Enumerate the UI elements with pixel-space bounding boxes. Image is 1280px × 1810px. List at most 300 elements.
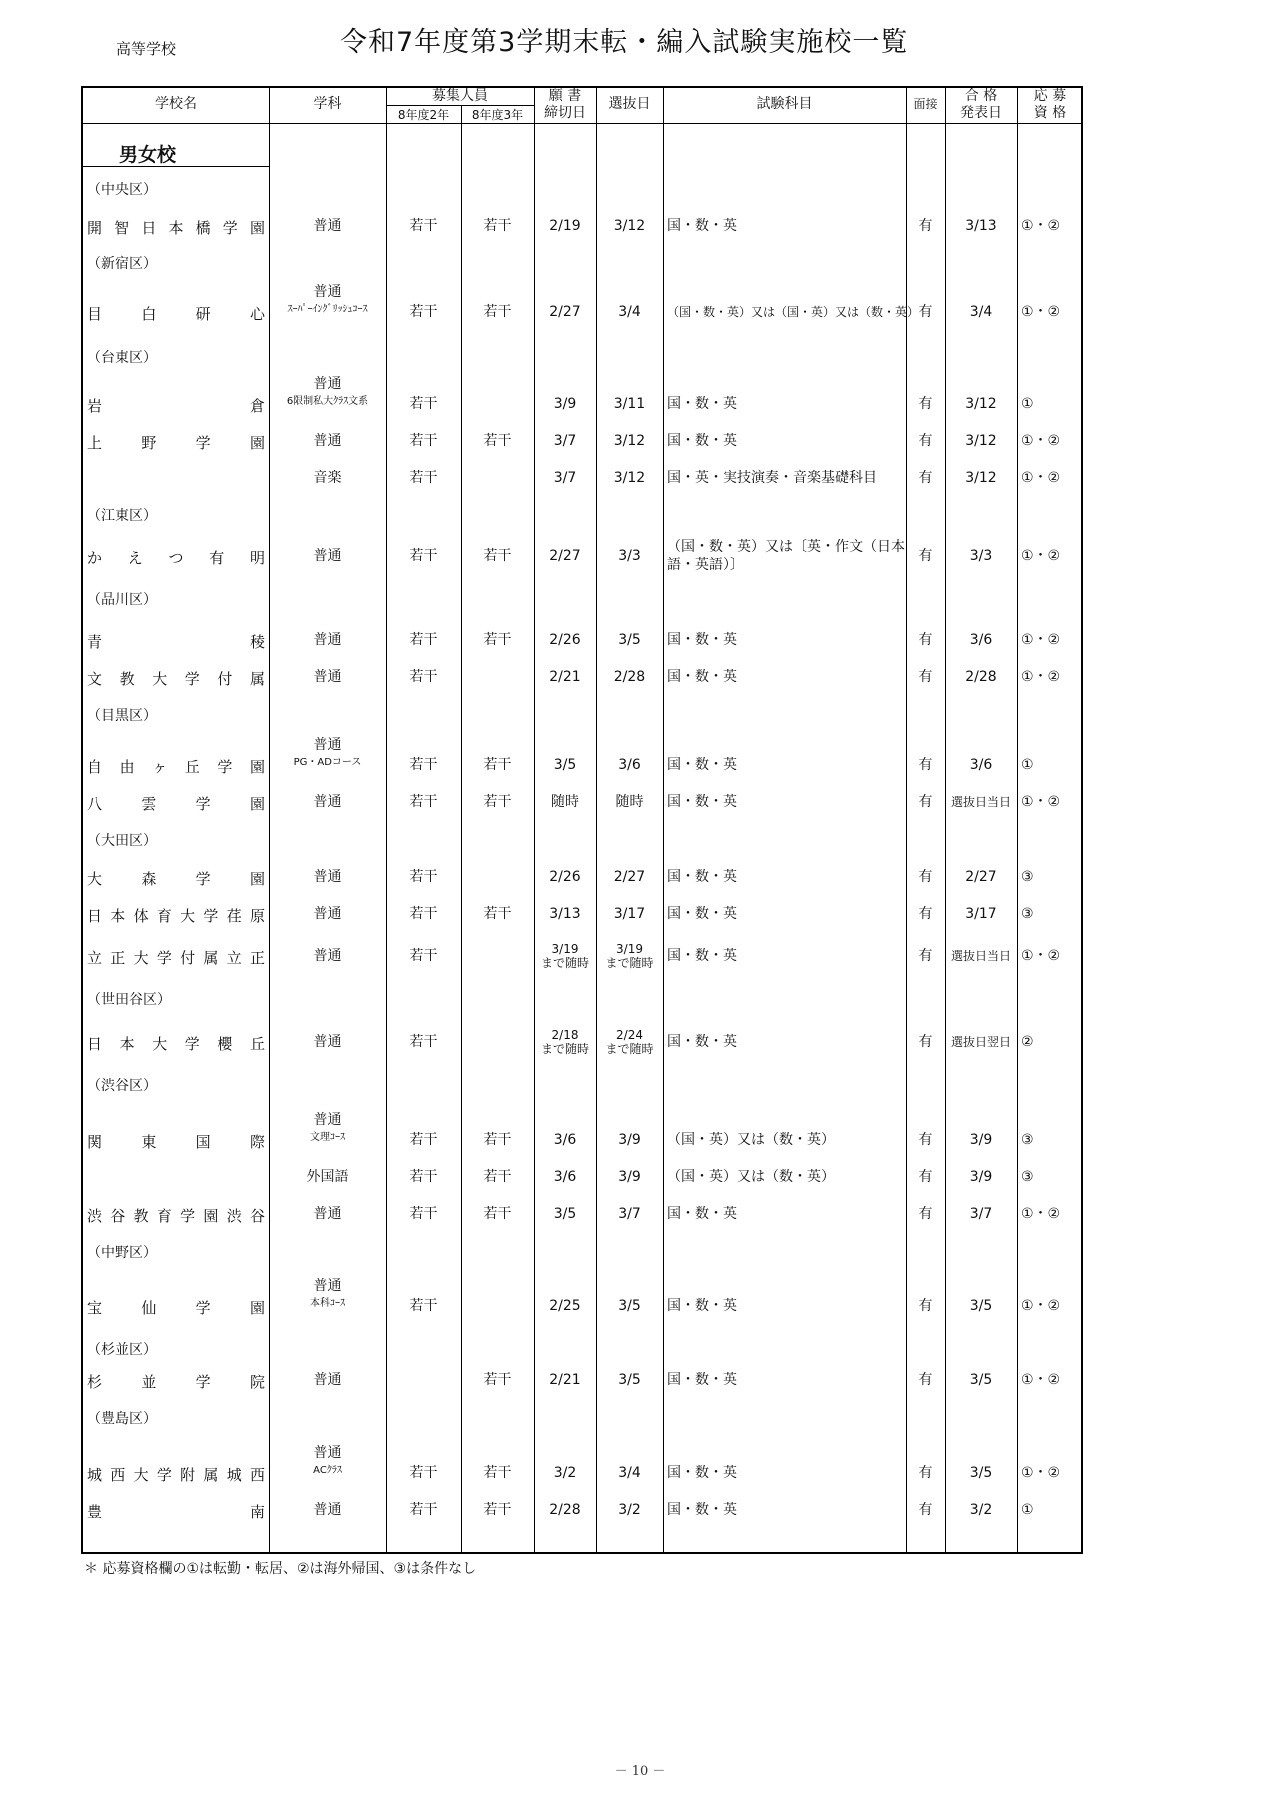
deadline-cell xyxy=(534,1028,596,1056)
school-name-char: 日 xyxy=(87,1035,103,1053)
interview: 有 xyxy=(918,757,933,773)
interview: 有 xyxy=(918,548,933,564)
header-interview: 面接 xyxy=(913,97,938,111)
deadline-date: 3/9 xyxy=(553,396,577,412)
schools-table xyxy=(81,86,1083,1554)
school-name-char: 園 xyxy=(249,1299,265,1317)
course-cell xyxy=(269,1112,386,1146)
page-label: 高等学校 xyxy=(116,40,177,58)
deadline-note: まで随時 xyxy=(540,1042,589,1056)
recruit-year2: 若干 xyxy=(409,1132,438,1148)
school-name-char: 渋 xyxy=(226,1207,242,1225)
school-name xyxy=(87,547,265,568)
course-name: 普通 xyxy=(313,433,342,449)
school-name-char: 立 xyxy=(226,949,242,967)
school-name-char: 東 xyxy=(141,1133,157,1151)
announce-date: 3/13 xyxy=(965,218,997,234)
page-number: － 10 － xyxy=(614,1764,666,1779)
school-name-char: 稜 xyxy=(249,633,265,651)
eligibility: ① xyxy=(1021,396,1034,412)
school-name-char: 育 xyxy=(156,907,172,925)
announce-date: 選抜日当日 xyxy=(950,795,1011,809)
school-name-char: 大 xyxy=(87,870,103,888)
course-name: 普通 xyxy=(313,948,342,964)
selection-date: 3/12 xyxy=(613,218,646,234)
course-cell xyxy=(269,737,386,771)
school-name-char: 上 xyxy=(87,434,103,452)
school-name-char: 杉 xyxy=(87,1373,103,1391)
school-name-char: 大 xyxy=(133,1466,149,1484)
school-name-char: 学 xyxy=(217,758,233,776)
deadline-date: 3/6 xyxy=(553,1169,577,1185)
eligibility: ①・② xyxy=(1021,433,1061,449)
recruit-year2: 若干 xyxy=(409,632,438,648)
school-name xyxy=(87,793,265,814)
school-name-char: 教 xyxy=(119,670,135,688)
recruit-year2: 若干 xyxy=(409,757,438,773)
school-name-char: 城 xyxy=(87,1466,103,1484)
subjects: 国・数・英 xyxy=(667,669,737,685)
course-name: 普通 xyxy=(313,284,342,300)
district-label: （豊島区） xyxy=(87,1411,157,1427)
deadline-date: 3/13 xyxy=(549,906,581,922)
course-name: 普通 xyxy=(313,548,342,564)
selection-date: 3/5 xyxy=(618,1372,641,1388)
school-name-char: 属 xyxy=(203,949,219,967)
selection-note: まで随時 xyxy=(605,1042,654,1056)
school-name-char: 西 xyxy=(110,1466,126,1484)
school-name-char: 智 xyxy=(114,219,130,237)
deadline-date: 2/25 xyxy=(549,1298,581,1314)
school-name-char: 立 xyxy=(87,949,103,967)
subjects: （国・英）又は（数・英） xyxy=(667,1132,835,1148)
school-name-char: 正 xyxy=(110,949,126,967)
school-name-char: 丘 xyxy=(184,758,200,776)
announce-date: 3/5 xyxy=(969,1298,993,1314)
eligibility: ①・② xyxy=(1021,948,1061,964)
course-note: 本科ｺｰｽ xyxy=(310,1298,345,1309)
selection-date: 3/3 xyxy=(618,548,641,564)
eligibility: ③ xyxy=(1021,906,1034,922)
school-name-char: 園 xyxy=(249,758,265,776)
school-name-char: 体 xyxy=(133,907,149,925)
school-name xyxy=(87,1131,265,1152)
deadline-date: 3/2 xyxy=(553,1465,577,1481)
announce-date: 3/7 xyxy=(969,1206,993,1222)
eligibility: ①・② xyxy=(1021,1372,1061,1388)
school-name-char: 橋 xyxy=(195,219,211,237)
school-name-char: 仙 xyxy=(141,1299,157,1317)
course-name: 普通 xyxy=(313,1445,342,1461)
eligibility: ①・② xyxy=(1021,470,1061,486)
deadline-date: 2/26 xyxy=(549,869,581,885)
school-name-char: 園 xyxy=(203,1207,219,1225)
interview: 有 xyxy=(918,794,933,810)
school-name xyxy=(87,303,265,324)
interview: 有 xyxy=(918,304,933,320)
interview: 有 xyxy=(918,1372,933,1388)
recruit-year2: 若干 xyxy=(409,869,438,885)
school-name-char: 学 xyxy=(195,434,211,452)
school-name-char: 並 xyxy=(141,1373,157,1391)
school-name-char: 研 xyxy=(195,305,211,323)
school-name-char: 日 xyxy=(87,907,103,925)
interview: 有 xyxy=(918,1132,933,1148)
interview: 有 xyxy=(918,869,933,885)
course-note: ACｸﾗｽ xyxy=(313,1465,342,1476)
school-name-char: 大 xyxy=(152,670,168,688)
subjects: 国・数・英 xyxy=(667,433,737,449)
school-name-char: 青 xyxy=(87,633,103,651)
interview: 有 xyxy=(918,1206,933,1222)
school-name-char: 心 xyxy=(249,305,265,323)
eligibility: ①・② xyxy=(1021,1298,1061,1314)
subjects: 国・数・英 xyxy=(667,1298,737,1314)
announce-date: 3/12 xyxy=(965,470,997,486)
recruit-year2: 若干 xyxy=(409,948,438,964)
course-name: 普通 xyxy=(313,1206,342,1222)
school-name-char: 大 xyxy=(180,907,196,925)
deadline-date: 3/7 xyxy=(553,470,577,486)
school-name-char: 大 xyxy=(133,949,149,967)
school-name xyxy=(87,1371,265,1392)
recruit-year2: 若干 xyxy=(409,433,438,449)
header-school: 学校名 xyxy=(155,96,197,112)
header-selection: 選抜日 xyxy=(608,96,651,112)
school-name-char: 学 xyxy=(222,219,238,237)
school-name-char: 倉 xyxy=(249,397,265,415)
school-name-char: 学 xyxy=(195,1373,211,1391)
school-name-char: 八 xyxy=(87,795,103,813)
selection-date: 3/11 xyxy=(613,396,646,412)
school-name xyxy=(87,947,265,968)
subjects-line2: 語・英語）〕 xyxy=(667,557,744,573)
deadline-date: 3/5 xyxy=(553,757,577,773)
school-name-char: 学 xyxy=(203,907,219,925)
section-label: 男女校 xyxy=(119,144,177,166)
school-name-char: 属 xyxy=(203,1466,219,1484)
announce-date: 3/12 xyxy=(965,396,997,412)
deadline-date: 3/7 xyxy=(553,433,577,449)
school-name-char: 際 xyxy=(249,1133,265,1151)
announce-date: 3/5 xyxy=(969,1372,993,1388)
subjects: 国・数・英 xyxy=(667,1034,737,1050)
school-name-char: 正 xyxy=(249,949,265,967)
recruit-year3: 若干 xyxy=(483,1206,512,1222)
deadline-date: 2/27 xyxy=(549,548,581,564)
deadline-date: 3/19 xyxy=(551,942,579,956)
interview: 有 xyxy=(918,1034,933,1050)
deadline-date: 2/18 xyxy=(551,1028,579,1042)
subjects: 国・英・実技演奏・音楽基礎科目 xyxy=(667,470,877,486)
district-label: （台東区） xyxy=(87,350,157,366)
recruit-year2: 若干 xyxy=(409,1298,438,1314)
course-name: 普通 xyxy=(313,794,342,810)
eligibility: ② xyxy=(1021,1034,1034,1050)
school-name-char: 付 xyxy=(217,670,233,688)
subjects: 国・数・英 xyxy=(667,1206,737,1222)
course-note: ｽｰﾊﾟｰｲﾝｸﾞﾘｯｼｭｺｰｽ xyxy=(287,304,368,315)
recruit-year3: 若干 xyxy=(483,1502,512,1518)
selection-date: 3/2 xyxy=(618,1502,641,1518)
school-name-char: 野 xyxy=(141,434,157,452)
school-name-char: 文 xyxy=(87,670,103,688)
course-name: 普通 xyxy=(313,1502,342,1518)
district-label: （江東区） xyxy=(87,508,157,524)
recruit-year3: 若干 xyxy=(483,632,512,648)
interview: 有 xyxy=(918,1502,933,1518)
school-name-char: 院 xyxy=(249,1373,265,1391)
school-name-char: 学 xyxy=(156,949,172,967)
school-name-char: 有 xyxy=(209,549,225,567)
announce-date: 2/28 xyxy=(965,669,997,685)
subjects: 国・数・英 xyxy=(667,757,737,773)
eligibility: ①・② xyxy=(1021,1465,1061,1481)
school-name-char: 城 xyxy=(226,1466,242,1484)
school-name xyxy=(87,1297,265,1318)
school-name-char: 日 xyxy=(141,219,157,237)
interview: 有 xyxy=(918,396,933,412)
announce-date: 3/9 xyxy=(969,1169,993,1185)
school-name-char: 園 xyxy=(249,795,265,813)
selection-date: 3/19 xyxy=(616,942,643,956)
recruit-year3: 若干 xyxy=(483,757,512,773)
school-name-char: 荏 xyxy=(226,907,242,925)
announce-date: 選抜日翌日 xyxy=(950,1035,1011,1049)
eligibility: ①・② xyxy=(1021,794,1061,810)
school-name-char: つ xyxy=(168,549,184,567)
eligibility: ①・② xyxy=(1021,304,1061,320)
selection-date: 3/6 xyxy=(618,757,641,773)
announce-date: 選抜日当日 xyxy=(950,949,1011,963)
subjects: 国・数・英 xyxy=(667,396,737,412)
course-name: 外国語 xyxy=(306,1169,349,1185)
subjects: 国・数・英 xyxy=(667,632,737,648)
subjects: （国・数・英）又は（国・英）又は（数・英） xyxy=(667,305,920,319)
subjects-cell xyxy=(667,538,903,574)
district-label: （中央区） xyxy=(87,182,157,198)
course-name: 普通 xyxy=(313,869,342,885)
school-name xyxy=(87,1501,265,1522)
interview: 有 xyxy=(918,1298,933,1314)
school-name xyxy=(87,1033,265,1054)
header-announce: 合 格 発表日 xyxy=(960,88,1002,121)
school-name-char: 附 xyxy=(180,1466,196,1484)
recruit-year2: 若干 xyxy=(409,548,438,564)
school-name-char: 本 xyxy=(119,1035,135,1053)
deadline-cell xyxy=(534,942,596,970)
district-label: （目黒区） xyxy=(87,708,157,724)
school-name-char: 開 xyxy=(87,219,103,237)
school-name-char: 学 xyxy=(184,670,200,688)
recruit-year2: 若干 xyxy=(409,1034,438,1050)
deadline-date: 2/26 xyxy=(549,632,581,648)
selection-date: 3/4 xyxy=(618,1465,641,1481)
school-name-char: ヶ xyxy=(152,758,168,776)
recruit-year3: 若干 xyxy=(483,218,512,234)
announce-date: 3/12 xyxy=(965,433,997,449)
subjects: 国・数・英 xyxy=(667,906,737,922)
school-name-char: 白 xyxy=(141,305,157,323)
school-name-char: 国 xyxy=(195,1133,211,1151)
course-name: 普通 xyxy=(313,376,342,392)
recruit-year2: 若干 xyxy=(409,470,438,486)
school-name xyxy=(87,905,265,926)
course-cell xyxy=(269,376,386,410)
selection-cell xyxy=(596,942,663,970)
header-recruit: 募集人員 xyxy=(432,88,488,104)
recruit-year3: 若干 xyxy=(483,1372,512,1388)
school-name-char: 谷 xyxy=(110,1207,126,1225)
school-name xyxy=(87,1205,265,1226)
recruit-year3: 若干 xyxy=(483,1465,512,1481)
announce-date: 3/4 xyxy=(969,304,993,320)
school-name-char: 教 xyxy=(133,1207,149,1225)
school-name-char: 櫻 xyxy=(217,1035,233,1053)
eligibility: ①・② xyxy=(1021,669,1061,685)
selection-date: 2/24 xyxy=(616,1028,643,1042)
school-name xyxy=(87,432,265,453)
subjects: 国・数・英 xyxy=(667,794,737,810)
course-name: 音楽 xyxy=(313,470,342,486)
header-course: 学科 xyxy=(313,96,342,112)
recruit-year2: 若干 xyxy=(409,794,438,810)
school-name-char: 豊 xyxy=(87,1503,103,1521)
eligibility: ① xyxy=(1021,1502,1034,1518)
school-name-char: 園 xyxy=(249,870,265,888)
selection-date: 3/5 xyxy=(618,1298,641,1314)
selection-cell xyxy=(596,1028,663,1056)
subjects: 国・数・英 xyxy=(667,1502,737,1518)
recruit-year2: 若干 xyxy=(409,396,438,412)
page-title: 令和7年度第3学期末転・編入試験実施校一覧 xyxy=(340,27,909,58)
school-name-char: 由 xyxy=(119,758,135,776)
district-label: （中野区） xyxy=(87,1245,157,1261)
subjects: 国・数・英 xyxy=(667,1372,737,1388)
district-label: （大田区） xyxy=(87,833,157,849)
selection-date: 3/12 xyxy=(613,470,646,486)
recruit-year2: 若干 xyxy=(409,1465,438,1481)
district-label: （渋谷区） xyxy=(87,1078,157,1094)
announce-date: 2/27 xyxy=(965,869,997,885)
eligibility: ③ xyxy=(1021,1169,1034,1185)
school-name-char: 雲 xyxy=(141,795,157,813)
recruit-year2: 若干 xyxy=(409,669,438,685)
deadline-date: 2/21 xyxy=(549,1372,581,1388)
subjects: 国・数・英 xyxy=(667,1465,737,1481)
school-name xyxy=(87,1464,265,1485)
district-label: （杉並区） xyxy=(87,1342,157,1358)
course-note: PG・ADコース xyxy=(293,757,362,768)
selection-date: 3/4 xyxy=(618,304,641,320)
eligibility: ③ xyxy=(1021,869,1034,885)
school-name-char: え xyxy=(127,549,143,567)
course-cell xyxy=(269,1278,386,1312)
selection-date: 随時 xyxy=(615,794,644,810)
interview: 有 xyxy=(918,1169,933,1185)
header-year3: 8年度3年 xyxy=(471,108,524,122)
deadline-note: まで随時 xyxy=(540,956,589,970)
school-name-char: か xyxy=(87,549,103,567)
eligibility: ① xyxy=(1021,757,1034,773)
course-name: 普通 xyxy=(313,737,342,753)
subjects: 国・数・英 xyxy=(667,948,737,964)
selection-date: 2/27 xyxy=(613,869,646,885)
school-name-char: 本 xyxy=(110,907,126,925)
school-name-char: 西 xyxy=(249,1466,265,1484)
recruit-year3: 若干 xyxy=(483,1132,512,1148)
deadline-date: 3/5 xyxy=(553,1206,577,1222)
header-eligibility: 応 募 資 格 xyxy=(1033,88,1067,121)
school-name-char: 岩 xyxy=(87,397,103,415)
selection-date: 3/9 xyxy=(618,1132,641,1148)
school-name-char: 関 xyxy=(87,1133,103,1151)
interview: 有 xyxy=(918,470,933,486)
course-note: 文理ｺｰｽ xyxy=(310,1132,345,1143)
interview: 有 xyxy=(918,218,933,234)
course-name: 普通 xyxy=(313,906,342,922)
recruit-year3: 若干 xyxy=(483,433,512,449)
school-name-char: 園 xyxy=(249,219,265,237)
interview: 有 xyxy=(918,433,933,449)
recruit-year3: 若干 xyxy=(483,548,512,564)
school-name-char: 属 xyxy=(249,670,265,688)
interview: 有 xyxy=(918,1465,933,1481)
announce-date: 3/6 xyxy=(969,757,993,773)
course-cell xyxy=(269,1445,386,1479)
header-deadline: 願 書 締切日 xyxy=(544,88,586,121)
school-name-char: 育 xyxy=(156,1207,172,1225)
eligibility: ①・② xyxy=(1021,632,1061,648)
announce-date: 3/2 xyxy=(969,1502,993,1518)
deadline-date: 2/28 xyxy=(549,1502,581,1518)
interview: 有 xyxy=(918,669,933,685)
interview: 有 xyxy=(918,906,933,922)
recruit-year2: 若干 xyxy=(409,218,438,234)
recruit-year3: 若干 xyxy=(483,906,512,922)
deadline-date: 2/27 xyxy=(549,304,581,320)
deadline-date: 2/21 xyxy=(549,669,581,685)
subjects: 国・数・英 xyxy=(667,869,737,885)
school-name-char: 目 xyxy=(87,305,103,323)
interview: 有 xyxy=(918,632,933,648)
course-name: 普通 xyxy=(313,632,342,648)
subjects: 国・数・英 xyxy=(667,218,737,234)
school-name-char: 大 xyxy=(152,1035,168,1053)
selection-date: 2/28 xyxy=(613,669,646,685)
recruit-year2: 若干 xyxy=(409,1206,438,1222)
announce-date: 3/3 xyxy=(969,548,993,564)
eligibility: ①・② xyxy=(1021,1206,1061,1222)
subjects: （国・英）又は（数・英） xyxy=(667,1169,835,1185)
selection-date: 3/9 xyxy=(618,1169,641,1185)
selection-date: 3/7 xyxy=(618,1206,641,1222)
footnote: ＊ 応募資格欄の①は転勤・転居、②は海外帰国、③は条件なし xyxy=(84,1561,477,1577)
course-note: 6限制私大ｸﾗｽ文系 xyxy=(286,396,369,407)
school-name xyxy=(87,668,265,689)
school-name xyxy=(87,756,265,777)
school-name-char: 宝 xyxy=(87,1299,103,1317)
school-name-char: 学 xyxy=(184,1035,200,1053)
school-name-char: 学 xyxy=(195,870,211,888)
header-subjects: 試験科目 xyxy=(756,96,813,112)
subjects-line1: （国・数・英）又は〔英・作文（日本 xyxy=(667,539,905,555)
school-name-char: 本 xyxy=(168,219,184,237)
district-label: （世田谷区） xyxy=(87,992,171,1008)
recruit-year2: 若干 xyxy=(409,304,438,320)
eligibility: ③ xyxy=(1021,1132,1034,1148)
school-name xyxy=(87,868,265,889)
